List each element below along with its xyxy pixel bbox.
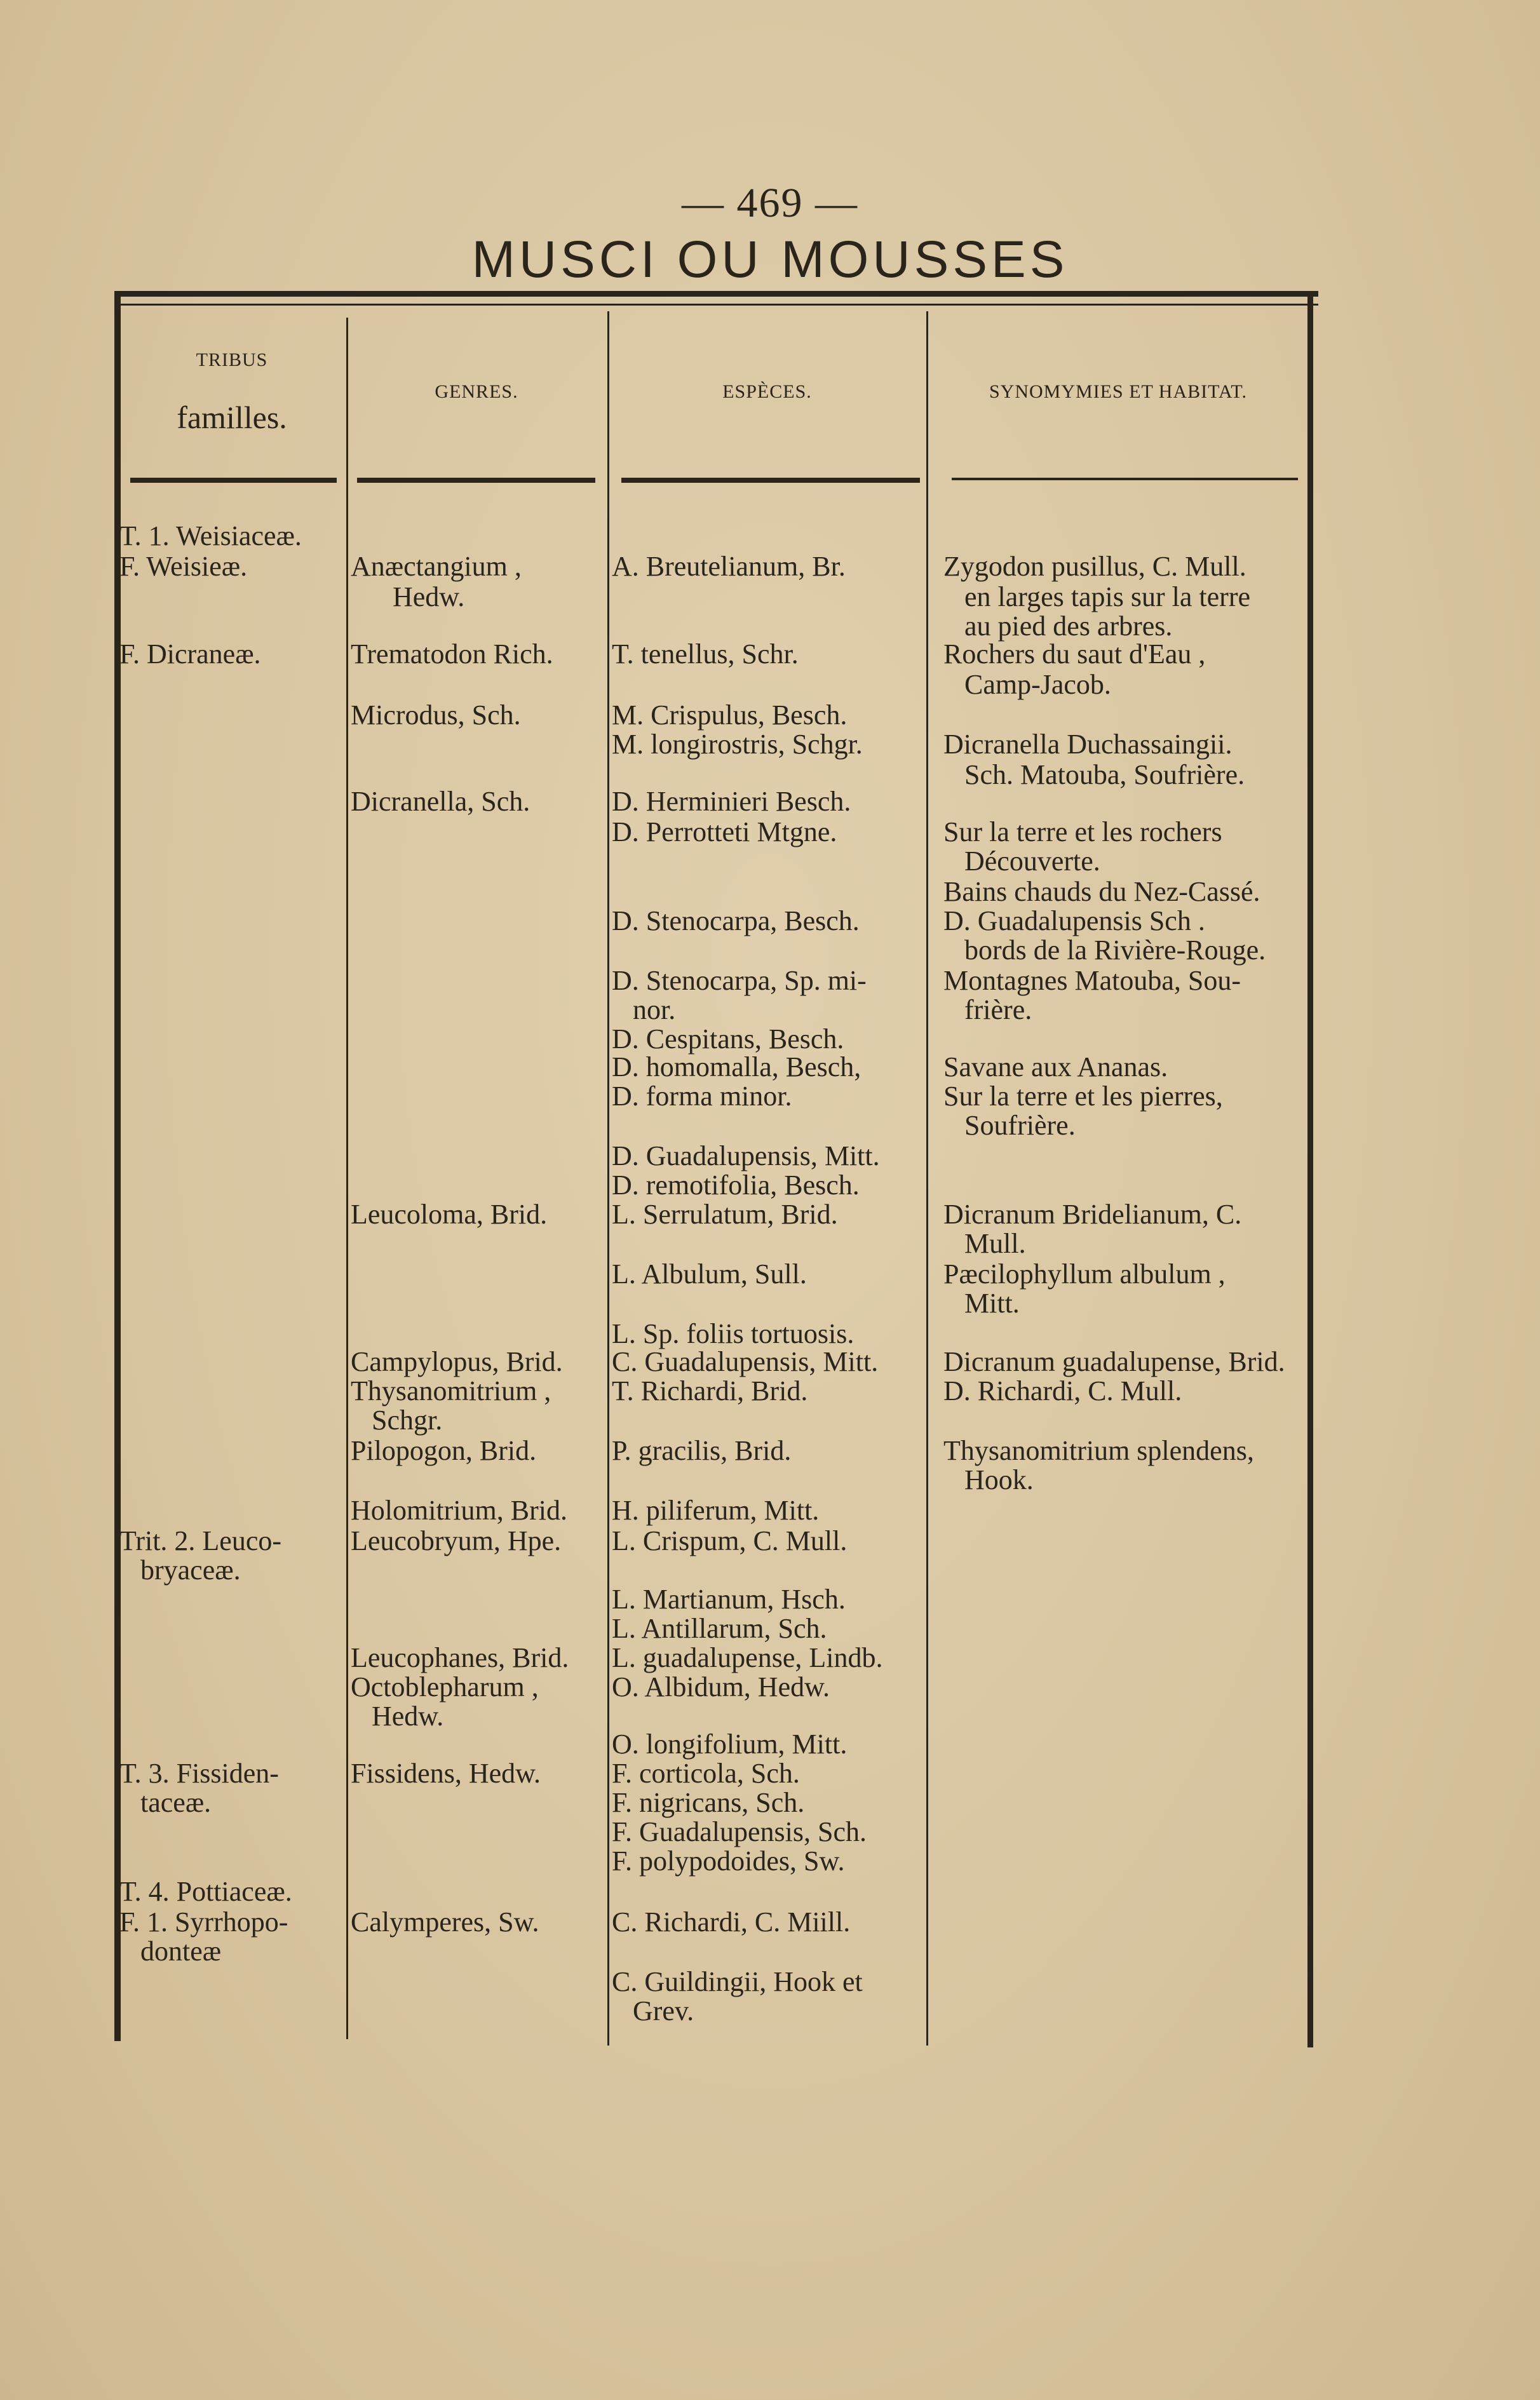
table-cell: Leucophanes, Brid. [351,1642,569,1673]
table-cell: Sch. Matouba, Soufrière. [943,759,1245,790]
table-cell: Anæctangium , [351,551,522,582]
table-cell: Microdus, Sch. [351,699,521,731]
table-cell: Leucoloma, Brid. [351,1199,548,1230]
table-cell: Rochers du saut d'Eau , [943,638,1206,670]
header-tribus: TRIBUS [196,349,268,370]
table-cell: Mitt. [943,1288,1020,1319]
table-cell: F. 1. Syrrhopo- [119,1906,288,1938]
table-cell: Leucobryum, Hpe. [351,1525,562,1556]
table-cell: Holomitrium, Brid. [351,1495,567,1526]
header-rule-1 [130,478,337,483]
table-cell: nor. [612,994,676,1025]
table-cell: L. Serrulatum, Brid. [612,1199,838,1230]
table-cell: bryaceæ. [119,1554,241,1586]
table-cell: taceæ. [119,1787,212,1818]
table-cell: Calymperes, Sw. [351,1906,539,1938]
header-especes: ESPÈCES. [722,381,812,402]
header-familles: familles. [177,400,287,435]
header-rule-2 [357,478,595,483]
header-rule-3 [621,478,920,483]
table-cell: Savane aux Ananas. [943,1051,1168,1082]
table-cell: F. Dicraneæ. [119,638,261,670]
table-cell: H. piliferum, Mitt. [612,1495,820,1526]
table-cell: D. Stenocarpa, Sp. mi- [612,965,867,996]
page-title: MUSCI OU MOUSSES [471,231,1069,288]
table-cell: bords de la Rivière-Rouge. [943,934,1266,966]
table-cell: Dicranella, Sch. [351,786,530,817]
table-cell: frière. [943,994,1032,1025]
table-cell: L. Sp. foliis tortuosis. [612,1318,854,1349]
table-cell: Trematodon Rich. [351,638,553,670]
header-synonymies: SYNOMYMIES ET HABITAT. [989,381,1247,402]
table-cell: F. nigricans, Sch. [612,1787,805,1818]
table-cell: Bains chauds du Nez-Cassé. [943,876,1260,907]
table-cell: D. Perrotteti Mtgne. [612,816,837,847]
table-cell: en larges tapis sur la terre [943,581,1251,612]
header-rule-4 [952,478,1298,480]
table-cell: Dicranella Duchassaingii. [943,729,1233,760]
table-cell: M. longirostris, Schgr. [612,729,863,760]
table-cell: D. Guadalupensis, Mitt. [612,1140,880,1171]
table-cell: T. 3. Fissiden- [119,1758,279,1789]
table-cell: Dicranum guadalupense, Brid. [943,1346,1285,1377]
table-cell: Découverte. [943,846,1100,877]
table-cell: Octoblepharum , [351,1671,539,1702]
table-cell: donteæ [119,1936,222,1967]
table-cell: C. Guildingii, Hook et [612,1966,863,1997]
table-cell: Hook. [943,1464,1034,1495]
table-cell: D. homomalla, Besch, [612,1051,861,1082]
column-divider-1 [346,318,348,2039]
table-cell: Montagnes Matouba, Sou- [943,965,1241,996]
table-cell: Dicranum Bridelianum, C. [943,1199,1242,1230]
table-cell: L. Martianum, Hsch. [612,1584,846,1615]
table-cell: L. guadalupense, Lindb. [612,1642,883,1673]
table-cell: D. Richardi, C. Mull. [943,1375,1182,1406]
page-number: — 469 — [682,180,858,226]
table-cell: C. Guadalupensis, Mitt. [612,1346,879,1377]
table-top-rule [118,291,1318,297]
table-cell: Grev. [612,1995,694,2026]
table-cell: Trit. 2. Leuco- [119,1525,282,1556]
table-cell: T. Richardi, Brid. [612,1375,808,1406]
table-cell: C. Richardi, C. Miill. [612,1906,851,1938]
table-cell: L. Crispum, C. Mull. [612,1525,848,1556]
table-cell: T. tenellus, Schr. [612,638,799,670]
table-cell: au pied des arbres. [943,610,1173,642]
table-cell: D. forma minor. [612,1081,792,1112]
column-divider-3 [926,311,928,2046]
table-cell: Mull. [943,1228,1026,1259]
table-cell: Schgr. [351,1405,443,1436]
table-cell: Pilopogon, Brid. [351,1435,537,1466]
table-cell: Sur la terre et les pierres, [943,1081,1223,1112]
table-cell: F. corticola, Sch. [612,1758,800,1789]
table-cell: O. Albidum, Hedw. [612,1671,830,1702]
table-cell: L. Antillarum, Sch. [612,1613,827,1644]
table-cell: D. Guadalupensis Sch . [943,905,1205,936]
table-cell: D. Stenocarpa, Besch. [612,905,860,936]
table-cell: F. Guadalupensis, Sch. [612,1816,867,1847]
table-cell: Thysanomitrium , [351,1375,551,1406]
header-genres: GENRES. [435,381,518,402]
table-cell: F. polypodoides, Sw. [612,1845,845,1877]
table-cell: D. Cespitans, Besch. [612,1023,844,1055]
table-cell: D. Herminieri Besch. [612,786,851,817]
table-cell: Hedw. [351,1701,444,1732]
table-cell: Sur la terre et les rochers [943,816,1222,847]
table-cell: T. 4. Pottiaceæ. [119,1876,292,1907]
table-cell: Thysanomitrium splendens, [943,1435,1254,1466]
table-cell: Hedw. [351,581,465,612]
table-cell: Campylopus, Brid. [351,1346,563,1377]
table-cell: Fissidens, Hedw. [351,1758,541,1789]
table-cell: M. Crispulus, Besch. [612,699,848,731]
table-cell: Camp-Jacob. [943,669,1111,700]
table-cell: P. gracilis, Brid. [612,1435,792,1466]
table-cell: A. Breutelianum, Br. [612,551,846,582]
table-cell: D. remotifolia, Besch. [612,1170,860,1201]
table-cell: Pæcilophyllum albulum , [943,1258,1226,1290]
table-cell: L. Albulum, Sull. [612,1258,807,1290]
table-cell: F. Weisieæ. [119,551,248,582]
table-right-border [1307,291,1313,2047]
table-cell: Zygodon pusillus, C. Mull. [943,551,1246,582]
table-cell: Soufrière. [943,1110,1076,1141]
table-top-rule-thin [118,304,1318,306]
table-cell: T. 1. Weisiaceæ. [119,520,302,551]
column-divider-2 [607,311,609,2046]
table-cell: O. longifolium, Mitt. [612,1729,848,1760]
